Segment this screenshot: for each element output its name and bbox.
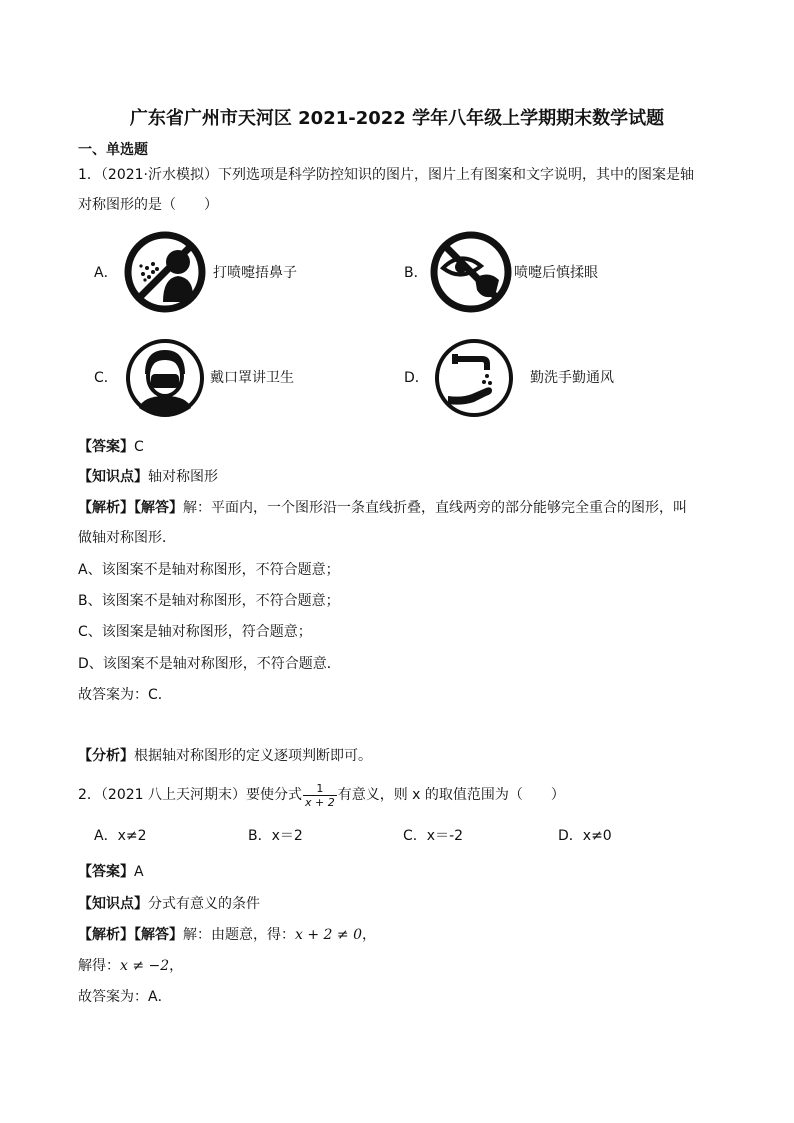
fraction [303, 782, 337, 809]
knowledge-value: 分式有意义的条件 [148, 896, 260, 912]
q1-stem-line2: 对称图形的是（ ） [78, 197, 218, 213]
q1-stem-line1: 1．（2021·沂水模拟）下列选项是科学防控知识的图片，图片上有图案和文字说明，其中的图案是轴 [78, 167, 694, 183]
q2-knowledge-point [78, 894, 260, 914]
q2-stem-pre: 2．（2021 八上天河期末）要使分式 [78, 787, 302, 803]
solve-math: x ≠ −2 [120, 958, 170, 974]
option-letter: B． [248, 828, 272, 844]
q1-analysis-d: D、该图案不是轴对称图形，不符合题意． [78, 656, 341, 672]
sneeze-prohibited-icon [123, 230, 207, 314]
analysis-post: ， [361, 927, 376, 943]
q1-analysis-b: B、该图案不是轴对称图形，不符合题意； [78, 593, 340, 609]
analysis-text: 解：平面内，一个图形沿一条直线折叠，直线两旁的部分能够完全重合的图形，叫 [183, 500, 687, 516]
q2-solve [78, 956, 183, 976]
q1-analysis-c: C、该图案是轴对称图形，符合题意； [78, 624, 312, 640]
option-text: x＝2 [271, 828, 303, 844]
knowledge-tag: 【知识点】 [78, 896, 148, 912]
q1-option-d-caption: 勤洗手勤通风 [530, 370, 614, 386]
option-letter: C． [403, 828, 427, 844]
q2-conclusion: 故答案为：A． [78, 989, 172, 1005]
hand-washing-icon [432, 336, 516, 420]
analysis-text: 解：由题意，得： [183, 927, 295, 943]
q1-option-a-letter[interactable]: A． [94, 265, 118, 281]
q2-option-a[interactable] [94, 826, 147, 846]
q1-option-b-letter[interactable]: B． [404, 265, 428, 281]
fenxi-tag: 【分析】 [78, 748, 134, 764]
fraction-denominator: x + 2 [305, 795, 335, 809]
option-text: x≠0 [582, 828, 612, 844]
q1-analysis-line1 [78, 498, 687, 518]
analysis-tag: 【解析】【解答】 [78, 927, 183, 943]
q2-answer [78, 862, 144, 882]
knowledge-tag: 【知识点】 [78, 469, 148, 485]
section-heading: 一、单选题 [78, 142, 148, 158]
answer-tag: 【答案】 [78, 439, 134, 455]
fraction-numerator: 1 [303, 782, 337, 796]
q2-option-b[interactable] [248, 826, 303, 846]
q1-analysis-line2: 做轴对称图形． [78, 530, 176, 546]
eye-rub-prohibited-icon [429, 230, 513, 314]
option-letter: D． [558, 828, 583, 844]
analysis-math: x + 2 ≠ 0 [295, 927, 362, 943]
mask-wearing-icon [123, 336, 207, 420]
answer-value: A [134, 864, 144, 880]
solve-pre: 解得： [78, 958, 120, 974]
q1-answer [78, 437, 144, 457]
q1-knowledge-point [78, 467, 218, 487]
page-title: 广东省广州市天河区 2021-2022 学年八年级上学期期末数学试题 [129, 108, 665, 129]
answer-tag: 【答案】 [78, 864, 134, 880]
q1-option-c-letter[interactable]: C． [94, 370, 118, 386]
q1-option-a-caption: 打喷嚏捂鼻子 [213, 265, 297, 281]
option-letter: A． [94, 828, 118, 844]
q2-option-c[interactable] [403, 826, 463, 846]
q1-fenxi [78, 746, 372, 766]
q2-stem [78, 780, 565, 810]
q2-option-d[interactable] [558, 826, 612, 846]
q1-analysis-a: A、该图案不是轴对称图形，不符合题意； [78, 562, 340, 578]
analysis-tag: 【解析】【解答】 [78, 500, 183, 516]
solve-post: ， [169, 958, 184, 974]
fenxi-text: 根据轴对称图形的定义逐项判断即可。 [134, 748, 372, 764]
answer-value: C [134, 439, 144, 455]
q1-option-b-caption: 喷嚏后慎揉眼 [514, 265, 598, 281]
q1-option-d-letter[interactable]: D． [404, 370, 429, 386]
q2-stem-post: 有意义，则 x 的取值范围为（ ） [337, 787, 565, 803]
q1-conclusion: 故答案为：C． [78, 687, 172, 703]
q2-analysis [78, 925, 376, 945]
q1-option-c-caption: 戴口罩讲卫生 [210, 370, 294, 386]
option-text: x＝-2 [426, 828, 464, 844]
knowledge-value: 轴对称图形 [148, 469, 218, 485]
option-text: x≠2 [117, 828, 147, 844]
